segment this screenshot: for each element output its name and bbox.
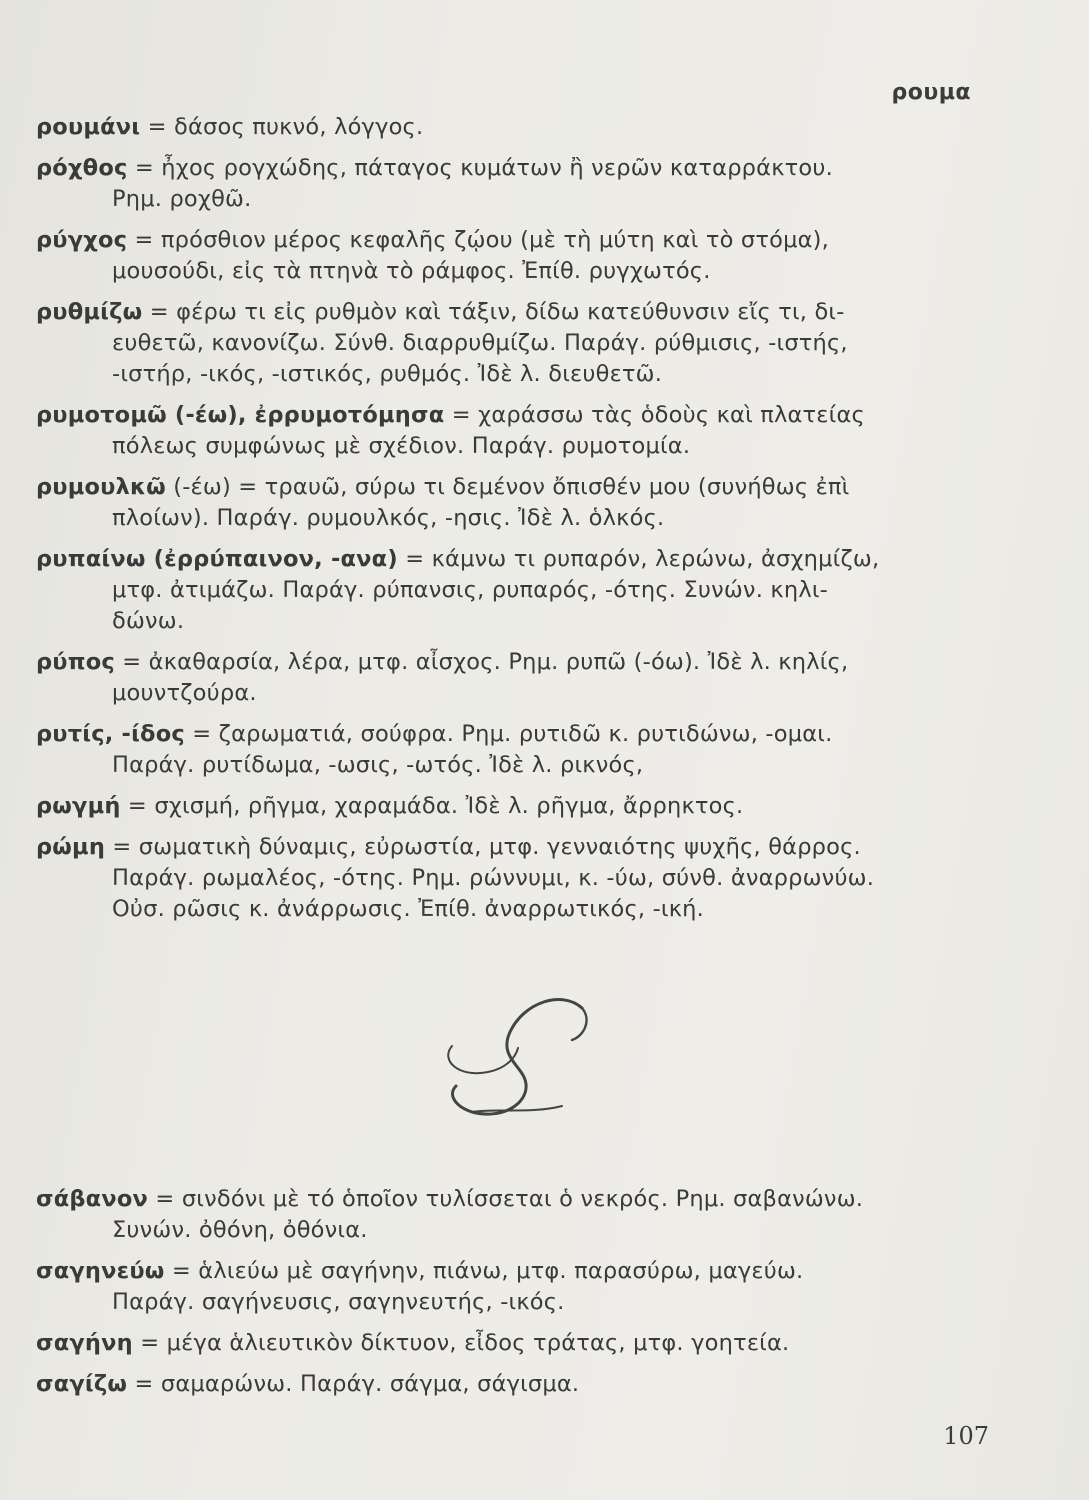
entry-definition-text: = μέγα ἁλιευτικὸν δίκτυον, εἶδος τράτας, μτφ. γοητεία. xyxy=(140,1330,790,1356)
dictionary-entry xyxy=(36,297,986,390)
dictionary-entry xyxy=(36,1328,986,1359)
entry-headword: σαγηνεύω xyxy=(36,1258,165,1284)
entry-continuation-line xyxy=(36,606,986,637)
entry-first-line xyxy=(36,297,986,328)
dictionary-entry xyxy=(36,225,986,287)
entry-continuation-line xyxy=(36,1215,986,1246)
dictionary-entry xyxy=(36,153,986,215)
entry-first-line xyxy=(36,719,986,750)
entry-headword: ρυμουλκῶ xyxy=(36,474,166,500)
entry-definition-text: = χαράσσω τὰς ὁδοὺς καὶ πλατείας xyxy=(451,402,865,428)
entry-continuation-line xyxy=(36,863,986,894)
dictionary-entry xyxy=(36,472,986,534)
page-number: 107 xyxy=(943,1422,989,1450)
entry-first-line xyxy=(36,1369,986,1400)
entry-first-line xyxy=(36,1328,986,1359)
entry-first-line xyxy=(36,1256,986,1287)
entry-continuation-line xyxy=(36,575,986,606)
entry-definition-text: μουντζούρα. xyxy=(112,680,257,706)
entry-first-line xyxy=(36,225,986,256)
entry-definition-text: = σχισμή, ρῆγμα, χαραμάδα. Ἰδὲ λ. ρῆγμα, ἄρρηκτος. xyxy=(127,793,744,819)
dictionary-entry xyxy=(36,1256,986,1318)
entry-continuation-line xyxy=(36,431,986,462)
ornament-letter xyxy=(432,996,602,1126)
entry-definition-text: Παράγ. ρωμαλέος, -ότης. Ρημ. ρώννυμι, κ. -ύω, σύνθ. ἀναρρωνύω. xyxy=(112,865,875,891)
entry-headword: ρύγχος xyxy=(36,227,128,253)
dictionary-entry xyxy=(36,400,986,462)
entry-headword: ρυθμίζω xyxy=(36,299,143,325)
entry-definition-text: Οὐσ. ρῶσις κ. ἀνάρρωσις. Ἐπίθ. ἀναρρωτικός, -ική. xyxy=(112,896,704,922)
entry-definition-text: δώνω. xyxy=(112,608,185,634)
dictionary-entry xyxy=(36,832,986,925)
entry-first-line xyxy=(36,400,986,431)
entry-headword: ρωγμή xyxy=(36,793,121,819)
entry-definition-text: μτφ. ἀτιμάζω. Παράγ. ρύπανσις, ρυπαρός, -ότης. Συνών. κηλι- xyxy=(112,577,828,603)
entry-first-line xyxy=(36,647,986,678)
entry-definition-text: = σινδόνι μὲ τό ὁποῖον τυλίσσεται ὁ νεκρός. Ρημ. σαβανώνω. xyxy=(155,1186,864,1212)
entry-first-line xyxy=(36,472,986,503)
entry-headword: ρόχθος xyxy=(36,155,128,181)
entry-definition-text: = σωματικὴ δύναμις, εὐρωστία, μτφ. γενναιότης ψυχῆς, θάρρος. xyxy=(112,834,861,860)
entry-headword: σαγήνη xyxy=(36,1330,133,1356)
entry-continuation-line xyxy=(36,1287,986,1318)
entry-continuation-line xyxy=(36,503,986,534)
entry-definition-text: πόλεως συμφώνως μὲ σχέδιον. Παράγ. ρυμοτομία. xyxy=(112,433,691,459)
entry-definition-text: = πρόσθιον μέρος κεφαλῆς ζῴου (μὲ τὴ μύτη καὶ τὸ στόμα), xyxy=(134,227,829,253)
entry-definition-text: ευθετῶ, κανονίζω. Σύνθ. διαρρυθμίζω. Παράγ. ρύθμισις, -ιστής, xyxy=(112,330,848,356)
entry-definition-text: Παράγ. σαγήνευσις, σαγηνευτής, -ικός. xyxy=(112,1289,565,1315)
entry-definition-text: Παράγ. ρυτίδωμα, -ωσις, -ωτός. Ἰδὲ λ. ρικνός, xyxy=(112,752,644,778)
entry-continuation-line xyxy=(36,678,986,709)
entry-definition-text: πλοίων). Παράγ. ρυμουλκός, -ησις. Ἰδὲ λ. ὁλκός. xyxy=(112,505,665,531)
entry-first-line xyxy=(36,832,986,863)
entry-headword: σάβανον xyxy=(36,1186,149,1212)
running-head: ρουμα xyxy=(891,80,971,105)
entry-first-line xyxy=(36,153,986,184)
entry-headword: ρώμη xyxy=(36,834,106,860)
entry-definition-text: -ιστήρ, -ικός, -ιστικός, ρυθμός. Ἰδὲ λ. διευθετῶ. xyxy=(112,361,663,387)
entry-first-line xyxy=(36,112,986,143)
entry-first-line xyxy=(36,544,986,575)
entry-headword: ρυμοτομῶ (-έω), ἐρρυμοτόμησα xyxy=(36,402,445,428)
dictionary-entry xyxy=(36,112,986,143)
entry-headword: σαγίζω xyxy=(36,1371,128,1397)
entry-continuation-line xyxy=(36,750,986,781)
entry-continuation-line xyxy=(36,328,986,359)
entry-continuation-line xyxy=(36,184,986,215)
entries-top xyxy=(36,112,986,935)
entry-first-line xyxy=(36,791,986,822)
entry-definition-text: = ζαρωματιά, σούφρα. Ρημ. ρυτιδῶ κ. ρυτιδώνω, -ομαι. xyxy=(192,721,833,747)
entries-bottom xyxy=(36,1184,986,1410)
entry-headword: ρύπος xyxy=(36,649,115,675)
entry-definition-text: = δάσος πυκνό, λόγγος. xyxy=(147,114,424,140)
dictionary-entry xyxy=(36,1184,986,1246)
entry-definition-text: = ἦχος ρογχώδης, πάταγος κυμάτων ἢ νερῶν καταρράκτου. xyxy=(134,155,833,181)
dictionary-entry xyxy=(36,647,986,709)
entry-first-line xyxy=(36,1184,986,1215)
entry-definition-text: = ἁλιεύω μὲ σαγήνην, πιάνω, μτφ. παρασύρω, μαγεύω. xyxy=(171,1258,804,1284)
ornament-s-icon xyxy=(432,996,602,1126)
entry-headword: ρυπαίνω (ἐρρύπαινον, -ανα) xyxy=(36,546,398,572)
entry-headword: ρουμάνι xyxy=(36,114,141,140)
dictionary-entry xyxy=(36,791,986,822)
dictionary-entry xyxy=(36,719,986,781)
entry-headword: ρυτίς, -ίδος xyxy=(36,721,185,747)
entry-definition-text: = σαμαρώνω. Παράγ. σάγμα, σάγισμα. xyxy=(134,1371,580,1397)
entry-definition-text: Ρημ. ροχθῶ. xyxy=(112,186,252,212)
entry-definition-text: = κάμνω τι ρυπαρόν, λερώνω, ἀσχημίζω, xyxy=(405,546,880,572)
entry-definition-text: μουσούδι, εἰς τὰ πτηνὰ τὸ ράμφος. Ἐπίθ. ρυγχωτός. xyxy=(112,258,711,284)
entry-continuation-line xyxy=(36,894,986,925)
entry-definition-text: (-έω) = τραυῶ, σύρω τι δεμένον ὄπισθέν μου (συνήθως ἐπὶ xyxy=(173,474,850,500)
entry-continuation-line xyxy=(36,359,986,390)
dictionary-entry xyxy=(36,1369,986,1400)
entry-definition-text: = ἀκαθαρσία, λέρα, μτφ. αἶσχος. Ρημ. ρυπῶ (-όω). Ἰδὲ λ. κηλίς, xyxy=(122,649,849,675)
dictionary-entry xyxy=(36,544,986,637)
entry-continuation-line xyxy=(36,256,986,287)
entry-definition-text: = φέρω τι εἰς ρυθμὸν καὶ τάξιν, δίδω κατεύθυνσιν εἴς τι, δι- xyxy=(149,299,845,325)
entry-definition-text: Συνών. ὀθόνη, ὀθόνια. xyxy=(112,1217,368,1243)
